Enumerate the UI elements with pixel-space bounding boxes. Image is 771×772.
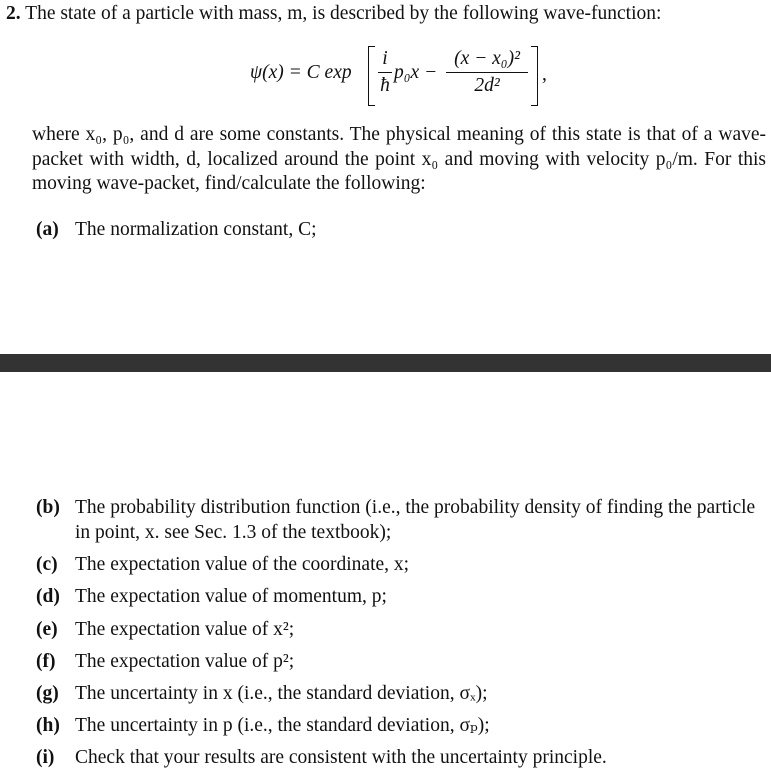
item-tag: (g) <box>36 683 59 704</box>
item-text: The uncertainty in p (i.e., the standard deviation, σₚ); <box>75 715 490 736</box>
item-tag: (b) <box>36 497 60 518</box>
problem-number: 2. <box>6 3 21 24</box>
item-text: The expectation value of momentum, p; <box>75 586 387 607</box>
fraction-bar <box>378 72 392 73</box>
list-item-d <box>36 584 766 609</box>
list-item-h <box>36 713 766 738</box>
fraction-denominator: ħ <box>380 75 390 96</box>
item-tag: (f) <box>36 651 56 672</box>
item-tag: (a) <box>36 219 59 240</box>
item-text: The expectation value of x²; <box>75 619 295 640</box>
list-item-f <box>36 649 766 674</box>
list-item-c <box>36 552 766 577</box>
fraction-gaussian <box>446 48 528 97</box>
problem-header <box>6 2 766 26</box>
list-item-b <box>36 495 766 545</box>
list-item-e <box>36 617 766 642</box>
item-text: Check that your results are consistent with the uncertainty principle. <box>75 747 607 768</box>
fraction-i-over-hbar <box>378 48 392 97</box>
item-text: The normalization constant, C; <box>75 219 317 240</box>
list-item-i <box>36 745 766 770</box>
item-tag: (i) <box>36 747 55 768</box>
fraction-numerator: (x − x₀)² <box>454 48 520 69</box>
right-bracket <box>531 46 538 106</box>
item-tag: (e) <box>36 619 58 640</box>
equation-trailing: , <box>542 64 547 85</box>
problem-intro: The state of a particle with mass, m, is described by the following wave-function: <box>25 3 662 24</box>
item-tag: (d) <box>36 586 60 607</box>
item-text: The uncertainty in x (i.e., the standard deviation, σₓ); <box>75 683 488 704</box>
page-divider-bar <box>0 354 771 372</box>
list-item-g <box>36 681 766 706</box>
problem-description: where x₀, p₀, and d are some constants. The physical meaning of this state is that of a wave-packet with width, d, localized around the point x₀ and moving with velocity p₀/m. For this moving wave-packet, find/calculate the following: <box>32 124 766 194</box>
equation-middle: p₀x − <box>394 62 438 83</box>
list-item-a <box>36 217 766 242</box>
item-text: The probability distribution function (i.e., the probability density of finding the particle in point, x. see Sec. 1.3 of the textbook); <box>75 497 756 543</box>
fraction-bar <box>446 72 528 73</box>
item-text: The expectation value of p²; <box>75 651 295 672</box>
equation-lhs: ψ(x) = C exp <box>250 62 352 83</box>
left-bracket <box>368 46 375 106</box>
item-text: The expectation value of the coordinate, x; <box>75 554 410 575</box>
fraction-denominator: 2d² <box>474 75 500 96</box>
item-tag: (h) <box>36 715 60 736</box>
item-tag: (c) <box>36 554 58 575</box>
fraction-numerator: i <box>382 48 388 69</box>
